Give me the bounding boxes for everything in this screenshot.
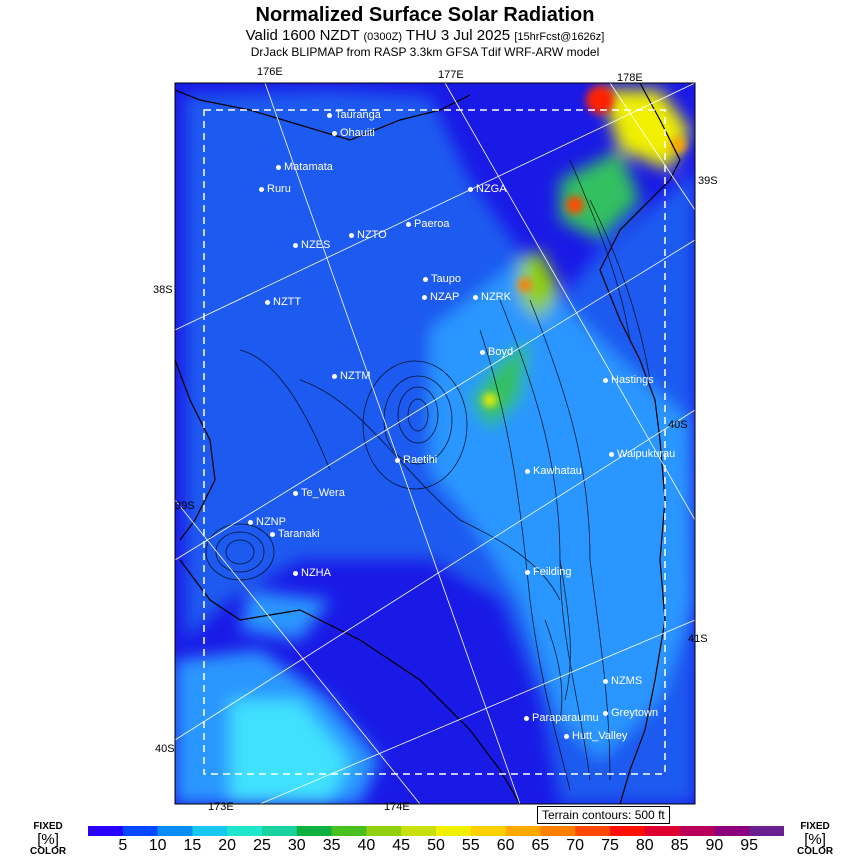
place-nzha: NZHA xyxy=(293,567,331,579)
place-nzrk: NZRK xyxy=(473,291,511,303)
color-label: COLOR xyxy=(797,846,834,857)
color-scale-tick: 55 xyxy=(461,837,480,854)
color-swatch xyxy=(471,826,506,836)
place-tauranga: Tauranga xyxy=(327,109,381,121)
lon-label-177e: 177E xyxy=(438,69,464,81)
color-swatch xyxy=(645,826,680,836)
place-boyd: Boyd xyxy=(480,346,513,358)
color-swatch xyxy=(88,826,123,836)
color-scale-tick: 95 xyxy=(740,837,759,854)
color-swatch xyxy=(262,826,297,836)
place-nztt: NZTT xyxy=(265,296,301,308)
place-waipukurau: Waipukurau xyxy=(609,448,675,460)
legend-fixed-left xyxy=(30,822,66,857)
place-nznp: NZNP xyxy=(248,516,286,528)
place-nzap: NZAP xyxy=(422,291,459,303)
color-swatch xyxy=(123,826,158,836)
utc-time: (0300Z) xyxy=(363,31,403,43)
color-scale-tick: 40 xyxy=(357,837,376,854)
color-swatch xyxy=(192,826,227,836)
color-scale-tick: 80 xyxy=(635,837,654,854)
color-scale-tick: 20 xyxy=(218,837,237,854)
color-swatch xyxy=(749,826,784,836)
chart-title: Normalized Surface Solar Radiation xyxy=(255,4,595,26)
place-raetihi: Raetihi xyxy=(395,454,437,466)
color-scale-tick: 45 xyxy=(392,837,411,854)
place-nzto: NZTO xyxy=(349,229,387,241)
color-scale-tick: 90 xyxy=(705,837,724,854)
fixed-label: FIXED xyxy=(800,821,830,832)
color-swatch xyxy=(540,826,575,836)
lat-label-40s: 40S xyxy=(155,743,175,755)
model-description: DrJack BLIPMAP from RASP 3.3km GFSA Tdif WRF-ARW model xyxy=(250,45,600,59)
color-scale-tick: 65 xyxy=(531,837,550,854)
color-scale-tick: 85 xyxy=(670,837,689,854)
color-swatch xyxy=(714,826,749,836)
color-swatch xyxy=(436,826,471,836)
lon-label-174e: 174E xyxy=(384,801,410,813)
fixed-label: FIXED xyxy=(33,821,63,832)
lon-label-178e: 178E xyxy=(617,72,643,84)
color-swatch xyxy=(366,826,401,836)
place-nzga: NZGA xyxy=(468,183,507,195)
lat-label-39s-west: 39S xyxy=(175,500,195,512)
unit-label: [%] xyxy=(804,831,826,848)
lon-label-176e: 176E xyxy=(257,66,283,78)
place-ohauiti: Ohauiti xyxy=(332,127,375,139)
color-label: COLOR xyxy=(30,846,67,857)
color-swatch xyxy=(575,826,610,836)
place-feilding: Feilding xyxy=(525,566,572,578)
color-scale-tick: 60 xyxy=(496,837,515,854)
place-taranaki: Taranaki xyxy=(270,528,320,540)
place-nztm: NZTM xyxy=(332,370,371,382)
color-scale-tick: 75 xyxy=(601,837,619,854)
place-matamata: Matamata xyxy=(276,161,333,173)
place-paraparaumu: Paraparaumu xyxy=(524,712,599,724)
lat-label-41s: 41S xyxy=(688,633,708,645)
place-ruru: Ruru xyxy=(259,183,291,195)
place-nzes: NZES xyxy=(293,239,330,251)
lat-label-38s: 38S xyxy=(153,284,173,296)
forecast-label: [15hrFcst@1626z] xyxy=(514,31,605,43)
radiation-field xyxy=(175,83,695,804)
color-scale-tick: 5 xyxy=(118,837,128,854)
color-swatch xyxy=(680,826,715,836)
place-taupo: Taupo xyxy=(423,273,461,285)
color-swatch xyxy=(332,826,367,836)
color-swatch xyxy=(158,826,193,836)
color-scale-tick: 30 xyxy=(287,837,306,854)
unit-label: [%] xyxy=(37,831,59,848)
place-nzms: NZMS xyxy=(603,675,642,687)
color-swatch xyxy=(610,826,645,836)
color-scale-tick: 10 xyxy=(148,837,167,854)
color-scale-bar xyxy=(88,826,784,836)
legend-fixed-right xyxy=(797,822,833,857)
lat-label-39s: 39S xyxy=(698,175,718,187)
color-scale-tick: 35 xyxy=(322,837,341,854)
place-paeroa: Paeroa xyxy=(406,218,449,230)
color-scale-tick: 70 xyxy=(566,837,585,854)
lon-label-173e: 173E xyxy=(208,801,234,813)
place-kawhatau: Kawhatau xyxy=(525,465,582,477)
place-hutt-valley: Hutt_Valley xyxy=(564,730,627,742)
place-te-wera: Te_Wera xyxy=(293,487,345,499)
date-label: THU 3 Jul 2025 xyxy=(405,27,511,44)
color-swatch xyxy=(227,826,262,836)
place-greytown: Greytown xyxy=(603,707,658,719)
color-swatch xyxy=(506,826,541,836)
color-scale-tick: 15 xyxy=(183,837,202,854)
color-swatch xyxy=(297,826,332,836)
color-swatch xyxy=(401,826,436,836)
lat-label-40s-east: 40S xyxy=(668,419,688,431)
place-hastings: Hastings xyxy=(603,374,654,386)
terrain-contour-note: Terrain contours: 500 ft xyxy=(537,806,670,824)
color-scale-tick: 50 xyxy=(427,837,445,854)
valid-label: Valid 1600 NZDT xyxy=(245,27,360,44)
color-scale-tick: 25 xyxy=(253,837,271,854)
